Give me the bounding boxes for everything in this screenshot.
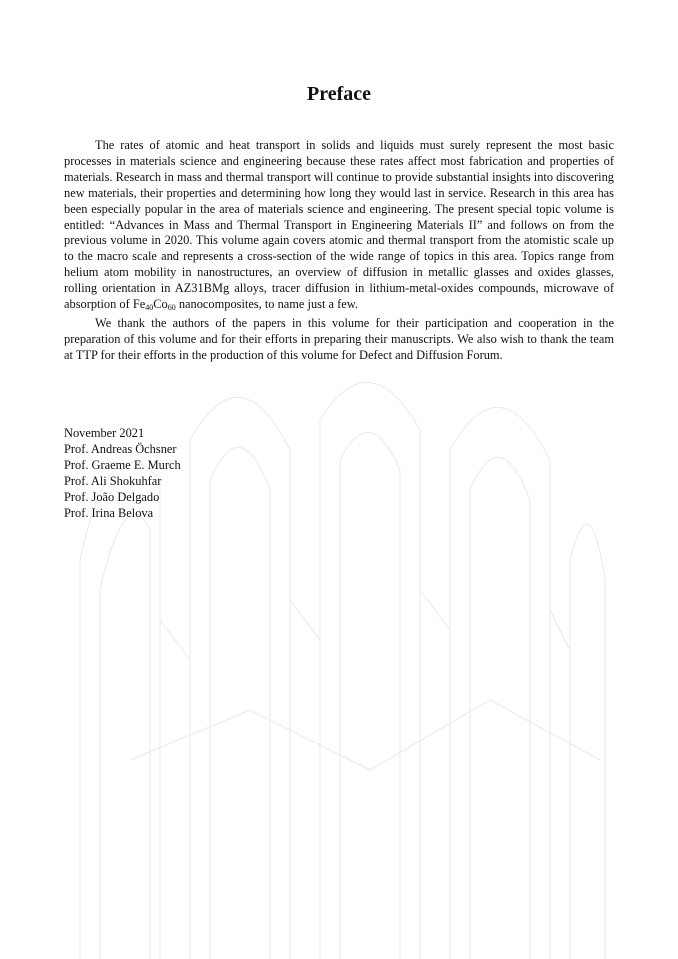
formula-subscript-fe: 40 bbox=[145, 303, 154, 313]
editor-name: Prof. Andreas Öchsner bbox=[64, 441, 177, 456]
editor-name: Prof. Ali Shokuhfar bbox=[64, 473, 162, 488]
formula-element-fe: Fe bbox=[132, 297, 146, 312]
paragraph-1-ending: nanocomposites, to name just a few. bbox=[178, 297, 358, 312]
formula-subscript-co: 60 bbox=[167, 303, 176, 313]
page-title: Preface bbox=[306, 83, 372, 105]
paragraph-1-text: The rates of atomic and heat transport in solids and liquids must surely represent the most basic processes in materials science and engineering because these rates affect most fabrication and properties of materials. Research in mass and thermal transport will continue to provide substantial insights into discovering new materials, their properties and determining how long they would last in service. Research in this area has been especially popular in the area of materials science and engineering. The present special topic volume is entitled: “Advances in Mass and Thermal Transport in Engineering Materials II” and follows on from the previous volume in 2020. This volume again covers atomic and thermal transport from the atomistic scale up to the macro scale and represents a cross-section of the wide range of topics in this area. Topics range from helium atom mobility in nanostructures, an overview of diffusion in metallic glasses and oxides glasses, rolling orientation in AZ31BMg alloys, tracer diffusion in lithium-metal-oxides compounds, microwave of absorption of bbox=[64, 138, 614, 312]
paragraph-2: We thank the authors of the papers in this volume for their participation and cooperation in the preparation of this volume and for their efforts in preparing their manuscripts. We also wish to thank the team at TTP for their efforts in the production of this volume for Defect and Diffusion Forum. bbox=[64, 315, 614, 362]
editor-name: Prof. Graeme E. Murch bbox=[64, 457, 181, 472]
paragraph-1 bbox=[64, 138, 614, 313]
signature-date: November 2021 bbox=[64, 426, 145, 440]
preface-body bbox=[64, 138, 614, 367]
chemical-formula bbox=[133, 297, 176, 311]
editor-name: Prof. Irina Belova bbox=[64, 505, 154, 520]
signature-block bbox=[64, 426, 181, 521]
editor-name: Prof. João Delgado bbox=[64, 489, 160, 504]
formula-element-co: Co bbox=[153, 297, 168, 312]
